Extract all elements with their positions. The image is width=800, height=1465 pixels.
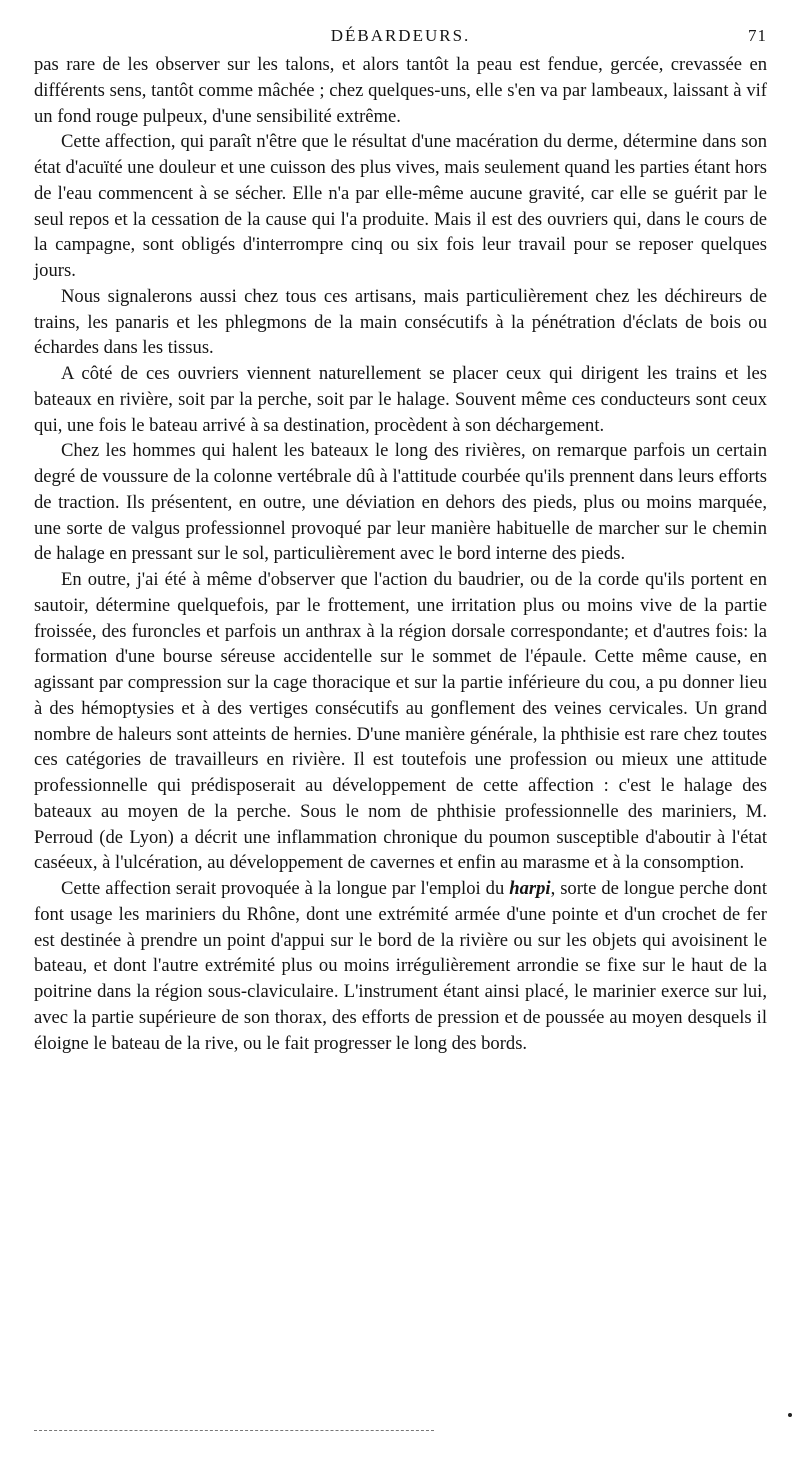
paragraph-text: En outre, j'ai été à même d'observer que l'action du baudrier, ou de la corde qu'ils portent en sautoir, détermine quelquefois, par le frottement, une irritation plus ou moins vive de la partie froissée, des furoncles et parfois un anthrax à la région dorsale correspondante; et d'autres fois: la formation d'une bourse séreuse accidentelle sur le sommet de l'épaule. Cette même cause, en agissant par compression sur la cage thoracique et sur la partie inférieure du cou, a pu donner lieu à des hémoptysies et à des vertiges consécutifs au gonflement des veines cervicales. Un grand nombre de haleurs sont atteints de hernies. D'une manière générale, la phthisie est rare chez toutes ces catégories de travailleurs en rivière. Il est toutefois une profession ou mieux une attitude professionnelle qui prédisposerait au développement de cette affection : c'est le halage des bateaux au moyen de la perche. Sous le nom de phthisie professionnelle des mariniers, M. Perroud (de Lyon) a décrit une inflammation chronique du poumon susceptible d'aboutir à l'état caséeux, à l'ulcération, au développement de cavernes et enfin au marasme et à la consomption. xyxy=(34,569,767,874)
paragraph-text: , sorte de longue perche dont font usage les mariniers du Rhône, dont une extrémité armée d'une pointe et d'un crochet de fer est destinée à prendre un point d'appui sur le bord de la rivière ou sur les objets qui avoisinent le bateau, et dont l'autre extrémité plus ou moins irrégulièrement arrondie se fixe sur le haut de la poitrine dans la région sous-claviculaire. L'instrument étant ainsi placé, le marinier exerce sur lui, avec la partie supérieure de son thorax, des efforts de pression et de poussée au moyen desquels il éloigne le bateau de la rive, ou le fait progresser le long des bords. xyxy=(34,878,767,1054)
paragraph xyxy=(34,876,767,1056)
paragraph xyxy=(34,438,767,567)
footer-rule xyxy=(34,1430,434,1431)
paragraph-text: pas rare de les observer sur les talons, et alors tantôt la peau est fendue, gercée, crevassée en différents sens, tantôt comme mâchée ; chez quelques-uns, elle s'en va par lambeaux, laissant à vif un fond rouge pulpeux, d'une sensibilité extrême. xyxy=(34,54,767,127)
paragraph-text: Cette affection serait provoquée à la longue par l'emploi du xyxy=(61,878,510,899)
running-title: DÉBARDEURS. xyxy=(330,26,471,45)
paragraph-text: Chez les hommes qui halent les bateaux le long des rivières, on remarque parfois un certain degré de voussure de la colonne vertébrale dû à l'attitude courbée qu'ils prennent dans leurs efforts de traction. Ils présentent, en outre, une déviation en dehors des pieds, plus ou moins marquée, une sorte de valgus professionnel provoqué par leur manière habituelle de marcher sur le chemin de halage en pressant sur le sol, particulièrement avec le bord interne des pieds. xyxy=(34,440,767,565)
paragraph-continued xyxy=(34,52,767,129)
paragraph-text: A côté de ces ouvriers viennent naturellement se placer ceux qui dirigent les trains et les bateaux en rivière, soit par la perche, soit par le halage. Souvent même ces conducteurs sont ceux qui, une fois le bateau arrivé à sa destination, procèdent à son déchargement. xyxy=(34,363,767,436)
italic-term: harpi xyxy=(509,878,551,899)
paragraph xyxy=(34,129,767,284)
corner-dot xyxy=(788,1413,792,1417)
paragraph xyxy=(34,284,767,361)
paragraph-text: Nous signalerons aussi chez tous ces artisans, mais particulièrement chez les déchireurs de trains, les panaris et les phlegmons de la main consécutifs à la pénétration d'éclats de bois ou échardes dans les tissus. xyxy=(34,285,767,359)
paragraph xyxy=(34,567,767,876)
page-number: 71 xyxy=(748,26,767,45)
body-text xyxy=(34,52,767,1056)
book-page xyxy=(34,22,767,1056)
running-head xyxy=(34,22,767,52)
paragraph-text: Cette affection, qui paraît n'être que le résultat d'une macération du derme, détermine dans son état d'acuïté une douleur et une cuisson des plus vives, mais seulement quand les parties étant hors de l'eau commencent à se sécher. Elle n'a par elle-même aucune gravité, car elle se guérit par le seul repos et la cessation de la cause qui l'a produite. Mais il est des ouvriers qui, dans le cours de la campagne, sont obligés d'interrompre cinq ou six fois leur travail pour se reposer quelques jours. xyxy=(34,131,767,281)
paragraph xyxy=(34,361,767,438)
